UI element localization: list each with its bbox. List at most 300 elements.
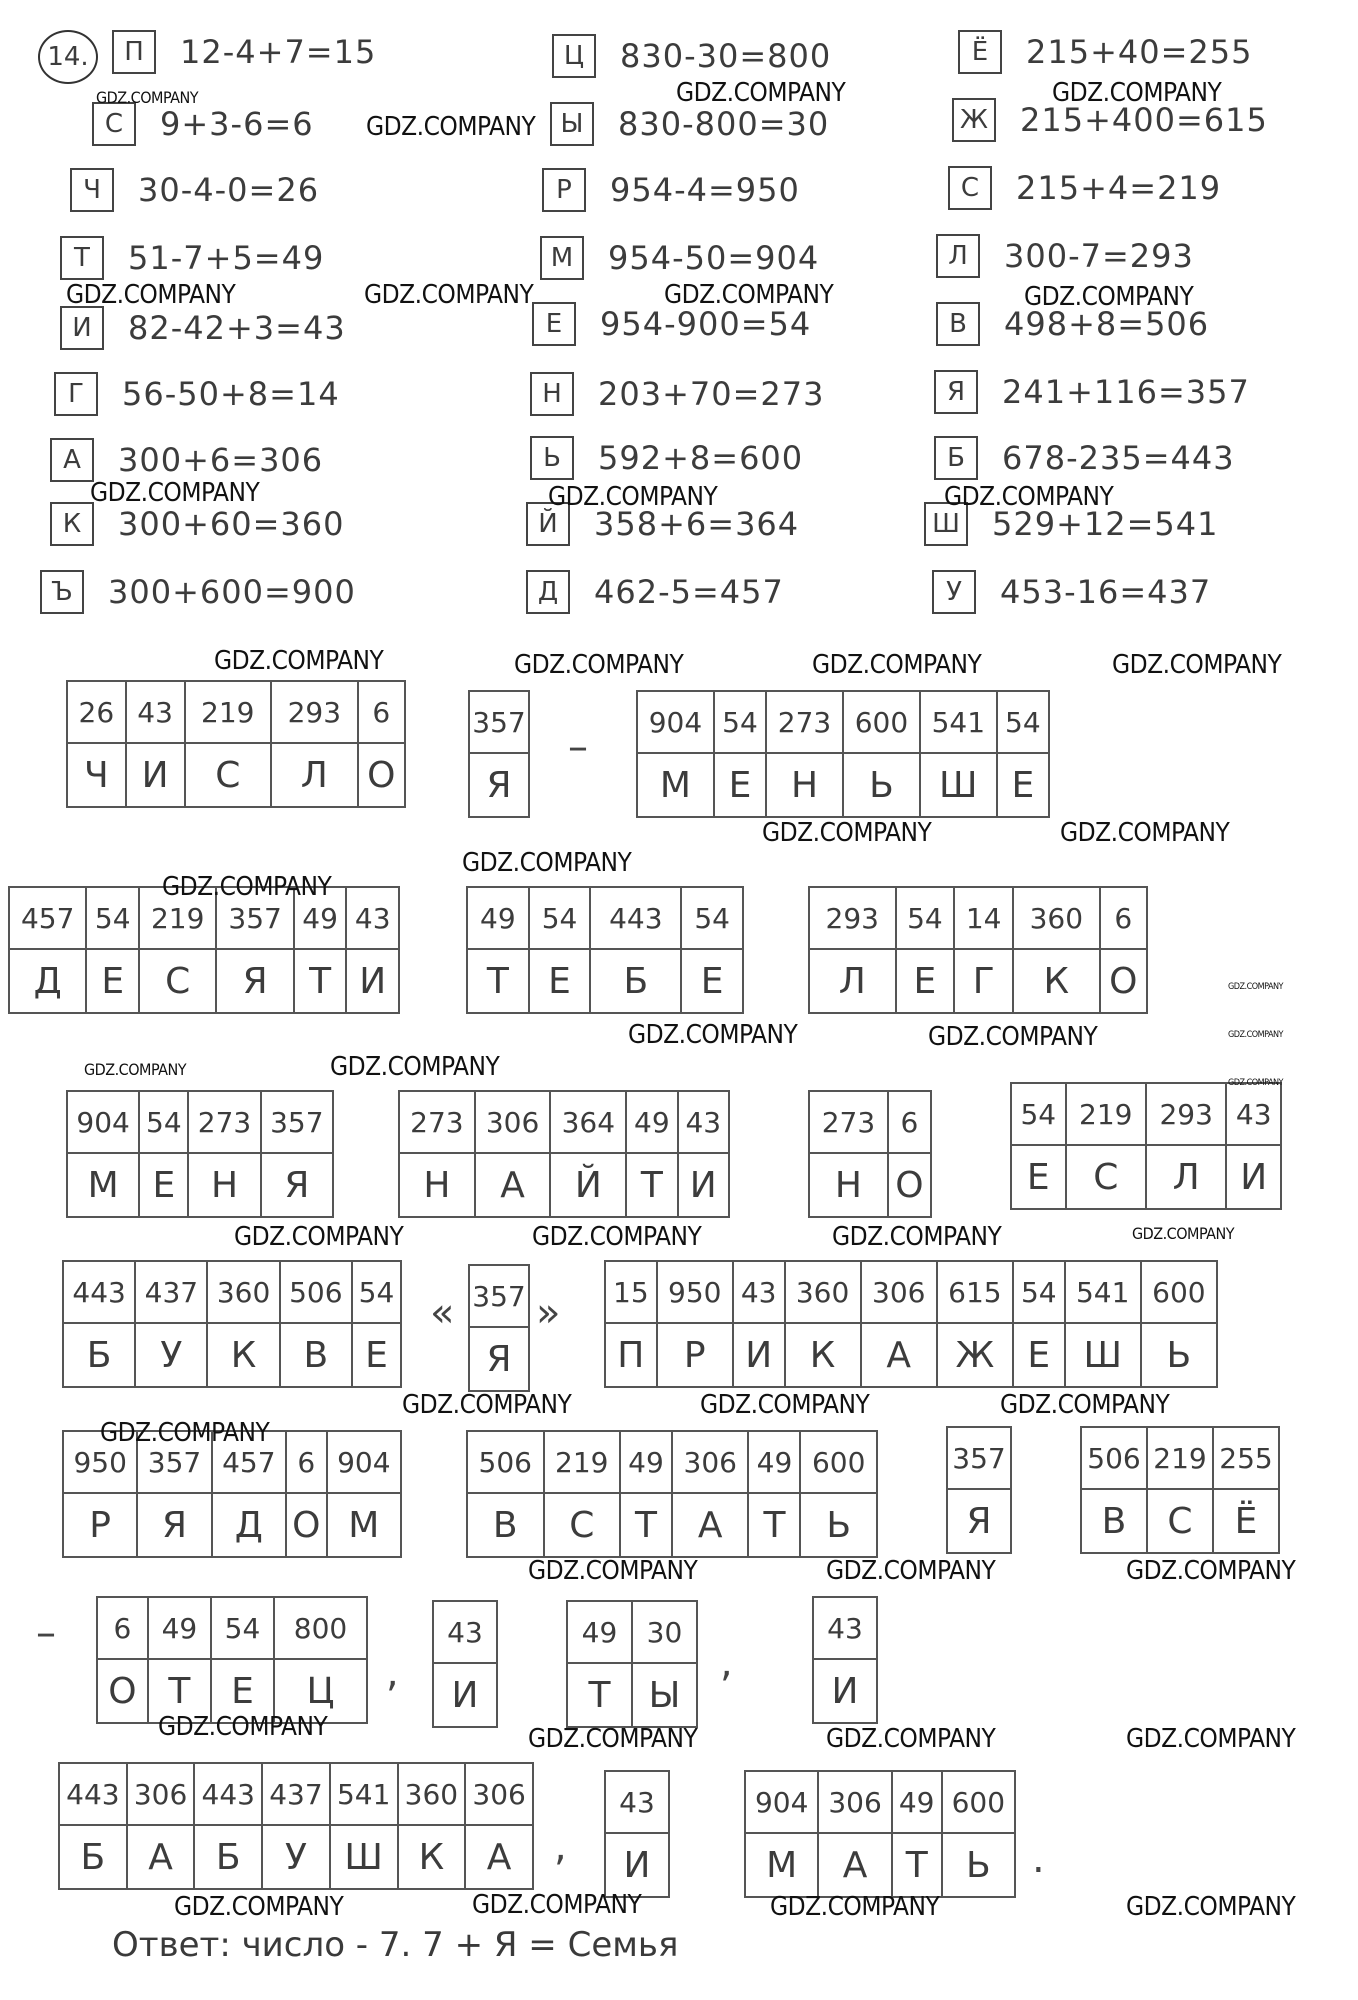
grid-letter-cell: Б <box>63 1323 135 1387</box>
equation <box>530 436 803 480</box>
equation-text: 954-900=54 <box>600 305 812 343</box>
watermark: GDZ.COMPANY <box>1060 818 1230 848</box>
grid-letter-cell: Т <box>892 1833 942 1897</box>
watermark: GDZ.COMPANY <box>762 818 932 848</box>
grid-number-cell: 43 <box>346 887 399 949</box>
cipher-grid <box>8 886 400 1014</box>
grid-number-cell: 437 <box>135 1261 207 1323</box>
equation-letter: Ж <box>952 98 996 142</box>
watermark: GDZ.COMPANY <box>214 646 384 676</box>
grid-letter-cell: Т <box>467 949 529 1013</box>
equation-letter: С <box>948 166 992 210</box>
grid-letter-cell: Я <box>261 1153 333 1217</box>
grid-number-row <box>637 691 1049 753</box>
grid-number-cell: 506 <box>280 1261 352 1323</box>
watermark: GDZ.COMPANY <box>84 1060 187 1079</box>
grid-letter-cell: Г <box>954 949 1013 1013</box>
grid-letter-cell: Н <box>809 1153 888 1217</box>
grid-number-cell: 600 <box>942 1771 1015 1833</box>
grid-number-cell: 357 <box>469 1265 529 1327</box>
equation-text: 830-30=800 <box>620 37 832 75</box>
grid-letter-cell: Б <box>59 1825 127 1889</box>
grid-letter-cell: Й <box>550 1153 626 1217</box>
watermark: GDZ.COMPANY <box>366 112 536 142</box>
equation-letter: Ш <box>924 502 968 546</box>
equation-letter: Д <box>526 570 570 614</box>
cipher-grid <box>466 886 744 1014</box>
grid-letter-cell: К <box>398 1825 466 1889</box>
grid-letter-cell: Е <box>681 949 743 1013</box>
grid-letter-cell: Е <box>896 949 955 1013</box>
grid-letter-cell: Е <box>997 753 1049 817</box>
grid-number-cell: 443 <box>194 1763 262 1825</box>
equation-text: 215+4=219 <box>1016 169 1222 207</box>
equation-letter: Ё <box>958 30 1002 74</box>
grid-number-cell: 443 <box>63 1261 135 1323</box>
grid-letter-cell: Я <box>137 1493 211 1557</box>
equation-text: 300-7=293 <box>1004 237 1194 275</box>
grid-letter-row <box>399 1153 729 1217</box>
grid-letter-row <box>469 1327 529 1391</box>
grid-number-cell: 43 <box>605 1771 669 1833</box>
grid-number-row <box>469 691 529 753</box>
equation <box>70 168 319 212</box>
watermark: GDZ.COMPANY <box>1052 78 1222 108</box>
watermark: GDZ.COMPANY <box>1126 1724 1296 1754</box>
grid-letter-cell: Е <box>211 1659 274 1723</box>
grid-number-cell: 54 <box>1011 1083 1066 1145</box>
comma-symbol: , <box>386 1650 399 1696</box>
equation-text: 241+116=357 <box>1002 373 1250 411</box>
grid-letter-cell: В <box>280 1323 352 1387</box>
grid-letter-row <box>947 1489 1011 1553</box>
grid-letter-row <box>63 1493 401 1557</box>
equation <box>112 30 376 74</box>
equation-text: 830-800=30 <box>618 105 830 143</box>
grid-letter-cell: М <box>67 1153 139 1217</box>
equation-letter: Т <box>60 236 104 280</box>
grid-letter-cell: Ш <box>330 1825 398 1889</box>
grid-number-row <box>1081 1427 1279 1489</box>
comma-symbol: , <box>554 1824 567 1870</box>
grid-letter-cell: Я <box>947 1489 1011 1553</box>
grid-letter-row <box>433 1663 497 1727</box>
grid-letter-cell: П <box>605 1323 657 1387</box>
grid-number-cell: 54 <box>1013 1261 1065 1323</box>
grid-letter-cell: Ь <box>1141 1323 1217 1387</box>
equation-text: 203+70=273 <box>598 375 825 413</box>
cipher-grid <box>604 1260 1218 1388</box>
grid-letter-cell: А <box>672 1493 749 1557</box>
grid-number-cell: 600 <box>843 691 920 753</box>
grid-letter-cell: Ж <box>937 1323 1013 1387</box>
grid-number-cell: 541 <box>1065 1261 1141 1323</box>
grid-letter-cell: Т <box>148 1659 211 1723</box>
grid-number-row <box>97 1597 367 1659</box>
grid-letter-cell: Я <box>469 753 529 817</box>
grid-letter-row <box>59 1825 533 1889</box>
grid-number-cell: 600 <box>1141 1261 1217 1323</box>
cipher-grid <box>468 690 530 818</box>
grid-number-cell: 904 <box>327 1431 401 1493</box>
grid-letter-cell: Л <box>1146 1145 1226 1209</box>
grid-number-row <box>63 1261 401 1323</box>
grid-number-cell: 293 <box>809 887 896 949</box>
watermark: GDZ.COMPANY <box>364 280 534 310</box>
grid-number-cell: 273 <box>399 1091 475 1153</box>
grid-number-cell: 273 <box>188 1091 260 1153</box>
grid-letter-cell: Е <box>352 1323 401 1387</box>
equation <box>552 34 831 78</box>
grid-letter-cell: У <box>262 1825 330 1889</box>
grid-letter-row <box>1011 1145 1281 1209</box>
grid-letter-cell: О <box>286 1493 327 1557</box>
equation-letter: М <box>540 236 584 280</box>
grid-letter-cell: В <box>1081 1489 1147 1553</box>
equation-text: 498+8=506 <box>1004 305 1210 343</box>
equation-text: 30-4-0=26 <box>138 171 320 209</box>
grid-number-cell: 6 <box>888 1091 931 1153</box>
grid-number-cell: 273 <box>809 1091 888 1153</box>
equation-letter: У <box>932 570 976 614</box>
equation-letter: А <box>50 438 94 482</box>
grid-number-cell: 15 <box>605 1261 657 1323</box>
grid-number-cell: 615 <box>937 1261 1013 1323</box>
equation <box>948 166 1221 210</box>
grid-number-row <box>605 1261 1217 1323</box>
grid-letter-cell: Н <box>766 753 843 817</box>
equation-letter: Ъ <box>40 570 84 614</box>
cipher-grid <box>468 1264 530 1392</box>
grid-letter-cell: К <box>785 1323 861 1387</box>
grid-letter-cell: Ч <box>67 743 126 807</box>
grid-letter-cell: О <box>358 743 405 807</box>
grid-number-cell: 541 <box>330 1763 398 1825</box>
equation-text: 529+12=541 <box>992 505 1219 543</box>
grid-letter-row <box>63 1323 401 1387</box>
grid-number-cell: 800 <box>274 1597 367 1659</box>
grid-number-cell: 54 <box>997 691 1049 753</box>
grid-number-cell: 6 <box>286 1431 327 1493</box>
grid-number-row <box>59 1763 533 1825</box>
grid-letter-cell: Ш <box>920 753 997 817</box>
grid-number-cell: 293 <box>271 681 358 743</box>
grid-number-cell: 54 <box>139 1091 188 1153</box>
grid-letter-cell: О <box>1100 949 1147 1013</box>
grid-number-cell: 49 <box>467 887 529 949</box>
grid-number-cell: 49 <box>567 1601 632 1663</box>
grid-letter-cell: С <box>1066 1145 1146 1209</box>
watermark: GDZ.COMPANY <box>826 1556 996 1586</box>
watermark: GDZ.COMPANY <box>1228 1030 1283 1040</box>
grid-number-cell: 49 <box>892 1771 942 1833</box>
grid-letter-cell: Р <box>657 1323 733 1387</box>
equation <box>50 502 345 546</box>
watermark: GDZ.COMPANY <box>548 482 718 512</box>
grid-number-cell: 30 <box>632 1601 697 1663</box>
grid-letter-cell: Т <box>626 1153 677 1217</box>
cipher-grid <box>566 1600 698 1728</box>
grid-number-cell: 306 <box>861 1261 937 1323</box>
grid-letter-row <box>745 1833 1015 1897</box>
cipher-grid <box>432 1600 498 1728</box>
equation <box>934 436 1235 480</box>
equation-letter: Г <box>54 372 98 416</box>
equation <box>92 102 314 146</box>
grid-number-cell: 49 <box>626 1091 677 1153</box>
grid-number-cell: 6 <box>97 1597 148 1659</box>
grid-number-cell: 219 <box>1066 1083 1146 1145</box>
grid-letter-cell: И <box>346 949 399 1013</box>
grid-letter-cell: С <box>185 743 272 807</box>
grid-number-cell: 360 <box>1013 887 1100 949</box>
grid-letter-row <box>605 1323 1217 1387</box>
equation-letter: Ы <box>550 102 594 146</box>
quote-close-symbol: » <box>536 1290 561 1336</box>
grid-letter-cell: Е <box>529 949 591 1013</box>
watermark: GDZ.COMPANY <box>472 1890 642 1920</box>
grid-number-cell: 219 <box>544 1431 621 1493</box>
grid-number-cell: 357 <box>261 1091 333 1153</box>
watermark: GDZ.COMPANY <box>234 1222 404 1252</box>
equation-text: 9+3-6=6 <box>160 105 314 143</box>
grid-letter-cell: Л <box>271 743 358 807</box>
grid-letter-cell: Т <box>620 1493 672 1557</box>
watermark: GDZ.COMPANY <box>162 872 332 902</box>
grid-letter-cell: Е <box>139 1153 188 1217</box>
grid-letter-cell: Е <box>714 753 766 817</box>
grid-number-row <box>467 887 743 949</box>
grid-letter-cell: С <box>139 949 216 1013</box>
grid-letter-cell: О <box>888 1153 931 1217</box>
grid-letter-cell: Е <box>1011 1145 1066 1209</box>
equation-letter: Й <box>526 502 570 546</box>
grid-letter-row <box>467 949 743 1013</box>
watermark: GDZ.COMPANY <box>826 1724 996 1754</box>
equation <box>60 306 346 350</box>
grid-letter-cell: И <box>126 743 185 807</box>
equation-letter: Ц <box>552 34 596 78</box>
grid-letter-cell: И <box>678 1153 729 1217</box>
grid-number-cell: 437 <box>262 1763 330 1825</box>
equation <box>540 236 819 280</box>
watermark: GDZ.COMPANY <box>528 1724 698 1754</box>
grid-letter-row <box>9 949 399 1013</box>
grid-number-cell: 457 <box>9 887 86 949</box>
equation <box>526 570 784 614</box>
equation-text: 12-4+7=15 <box>180 33 377 71</box>
equation <box>542 168 800 212</box>
grid-number-cell: 43 <box>733 1261 785 1323</box>
grid-number-cell: 457 <box>212 1431 286 1493</box>
equation-letter: Е <box>532 302 576 346</box>
period-symbol: . <box>1032 1836 1045 1882</box>
dash-symbol: – <box>568 724 588 770</box>
grid-number-cell: 219 <box>139 887 216 949</box>
grid-number-cell: 293 <box>1146 1083 1226 1145</box>
watermark: GDZ.COMPANY <box>96 88 199 107</box>
grid-number-row <box>433 1601 497 1663</box>
grid-number-cell: 6 <box>358 681 405 743</box>
grid-letter-row <box>809 1153 931 1217</box>
equation-letter: Л <box>936 234 980 278</box>
grid-number-cell: 255 <box>1213 1427 1279 1489</box>
equation-letter: Б <box>934 436 978 480</box>
equation <box>932 570 1211 614</box>
watermark: GDZ.COMPANY <box>330 1052 500 1082</box>
equation-letter: Н <box>530 372 574 416</box>
watermark: GDZ.COMPANY <box>1132 1224 1235 1243</box>
cipher-grid <box>604 1770 670 1898</box>
equation-text: 56-50+8=14 <box>122 375 340 413</box>
grid-letter-row <box>605 1833 669 1897</box>
grid-number-cell: 14 <box>954 887 1013 949</box>
watermark: GDZ.COMPANY <box>1024 282 1194 312</box>
grid-letter-cell: О <box>97 1659 148 1723</box>
equation <box>550 102 829 146</box>
grid-letter-cell: М <box>745 1833 818 1897</box>
comma-symbol: , <box>720 1640 733 1686</box>
grid-number-cell: 360 <box>207 1261 279 1323</box>
watermark: GDZ.COMPANY <box>528 1556 698 1586</box>
grid-letter-cell: Ш <box>1065 1323 1141 1387</box>
watermark: GDZ.COMPANY <box>90 478 260 508</box>
grid-letter-cell: Т <box>294 949 347 1013</box>
grid-letter-cell: Е <box>86 949 139 1013</box>
grid-letter-row <box>1081 1489 1279 1553</box>
grid-number-cell: 306 <box>465 1763 533 1825</box>
grid-letter-row <box>637 753 1049 817</box>
grid-number-cell: 43 <box>813 1597 877 1659</box>
grid-letter-cell: А <box>127 1825 195 1889</box>
grid-letter-row <box>467 1493 877 1557</box>
grid-letter-cell: А <box>861 1323 937 1387</box>
cipher-grid <box>58 1762 534 1890</box>
cipher-grid <box>946 1426 1012 1554</box>
cipher-grid <box>466 1430 878 1558</box>
equation-text: 954-50=904 <box>608 239 820 277</box>
grid-number-cell: 306 <box>127 1763 195 1825</box>
equation-letter: Ч <box>70 168 114 212</box>
equation-text: 215+40=255 <box>1026 33 1253 71</box>
watermark: GDZ.COMPANY <box>944 482 1114 512</box>
grid-number-cell: 357 <box>137 1431 211 1493</box>
grid-letter-cell: Н <box>399 1153 475 1217</box>
grid-letter-cell: С <box>1147 1489 1213 1553</box>
grid-letter-cell: У <box>135 1323 207 1387</box>
cipher-grid <box>1010 1082 1282 1210</box>
grid-letter-row <box>67 743 405 807</box>
grid-letter-cell: Ь <box>942 1833 1015 1897</box>
grid-number-cell: 506 <box>467 1431 544 1493</box>
grid-number-cell: 443 <box>590 887 681 949</box>
watermark: GDZ.COMPANY <box>158 1712 328 1742</box>
watermark: GDZ.COMPANY <box>532 1222 702 1252</box>
grid-number-row <box>605 1771 669 1833</box>
watermark: GDZ.COMPANY <box>1126 1892 1296 1922</box>
grid-number-cell: 904 <box>637 691 714 753</box>
equation <box>50 438 323 482</box>
grid-letter-cell: Ё <box>1213 1489 1279 1553</box>
grid-number-cell: 506 <box>1081 1427 1147 1489</box>
grid-number-cell: 306 <box>672 1431 749 1493</box>
watermark: GDZ.COMPANY <box>628 1020 798 1050</box>
watermark: GDZ.COMPANY <box>66 280 236 310</box>
grid-letter-cell: Ц <box>274 1659 367 1723</box>
grid-number-cell: 219 <box>1147 1427 1213 1489</box>
equation-letter: В <box>936 302 980 346</box>
grid-number-cell: 54 <box>352 1261 401 1323</box>
equation-text: 453-16=437 <box>1000 573 1212 611</box>
grid-letter-cell: А <box>475 1153 551 1217</box>
grid-number-row <box>67 1091 333 1153</box>
grid-number-cell: 306 <box>475 1091 551 1153</box>
cipher-grid <box>744 1770 1016 1898</box>
equation-text: 678-235=443 <box>1002 439 1235 477</box>
equation-letter: С <box>92 102 136 146</box>
grid-number-cell: 360 <box>785 1261 861 1323</box>
grid-number-cell: 904 <box>745 1771 818 1833</box>
grid-letter-cell: Н <box>188 1153 260 1217</box>
grid-letter-cell: К <box>207 1323 279 1387</box>
equation <box>530 372 825 416</box>
watermark: GDZ.COMPANY <box>174 1892 344 1922</box>
equation-letter: П <box>112 30 156 74</box>
grid-number-row <box>813 1597 877 1659</box>
cipher-grid <box>398 1090 730 1218</box>
grid-number-cell: 49 <box>748 1431 800 1493</box>
grid-number-cell: 443 <box>59 1763 127 1825</box>
grid-number-cell: 950 <box>657 1261 733 1323</box>
grid-number-cell: 54 <box>211 1597 274 1659</box>
cipher-grid <box>96 1596 368 1724</box>
grid-number-cell: 54 <box>86 887 139 949</box>
dash-symbol: – <box>36 1610 56 1656</box>
watermark: GDZ.COMPANY <box>1000 1390 1170 1420</box>
grid-number-row <box>469 1265 529 1327</box>
grid-number-cell: 541 <box>920 691 997 753</box>
equation-text: 300+6=306 <box>118 441 324 479</box>
grid-number-row <box>809 887 1147 949</box>
grid-number-cell: 49 <box>294 887 347 949</box>
answer-text: Ответ: число - 7. 7 + Я = Семья <box>112 1925 679 1965</box>
watermark: GDZ.COMPANY <box>1126 1556 1296 1586</box>
grid-letter-row <box>67 1153 333 1217</box>
grid-letter-cell: И <box>813 1659 877 1723</box>
equation-letter: Ь <box>530 436 574 480</box>
grid-letter-cell: А <box>818 1833 891 1897</box>
grid-letter-cell: Д <box>9 949 86 1013</box>
equation-text: 954-4=950 <box>610 171 800 209</box>
cipher-grid <box>62 1260 402 1388</box>
watermark: GDZ.COMPANY <box>402 1390 572 1420</box>
grid-number-row <box>567 1601 697 1663</box>
cipher-grid <box>1080 1426 1280 1554</box>
equation <box>60 236 324 280</box>
cipher-grid <box>812 1596 878 1724</box>
grid-number-cell: 43 <box>1226 1083 1281 1145</box>
watermark: GDZ.COMPANY <box>514 650 684 680</box>
grid-number-row <box>399 1091 729 1153</box>
grid-letter-row <box>567 1663 697 1727</box>
grid-letter-cell: Р <box>63 1493 137 1557</box>
grid-number-row <box>947 1427 1011 1489</box>
equation-letter: К <box>50 502 94 546</box>
grid-letter-cell: К <box>1013 949 1100 1013</box>
grid-letter-cell: И <box>1226 1145 1281 1209</box>
watermark: GDZ.COMPANY <box>770 1892 940 1922</box>
grid-number-cell: 219 <box>185 681 272 743</box>
